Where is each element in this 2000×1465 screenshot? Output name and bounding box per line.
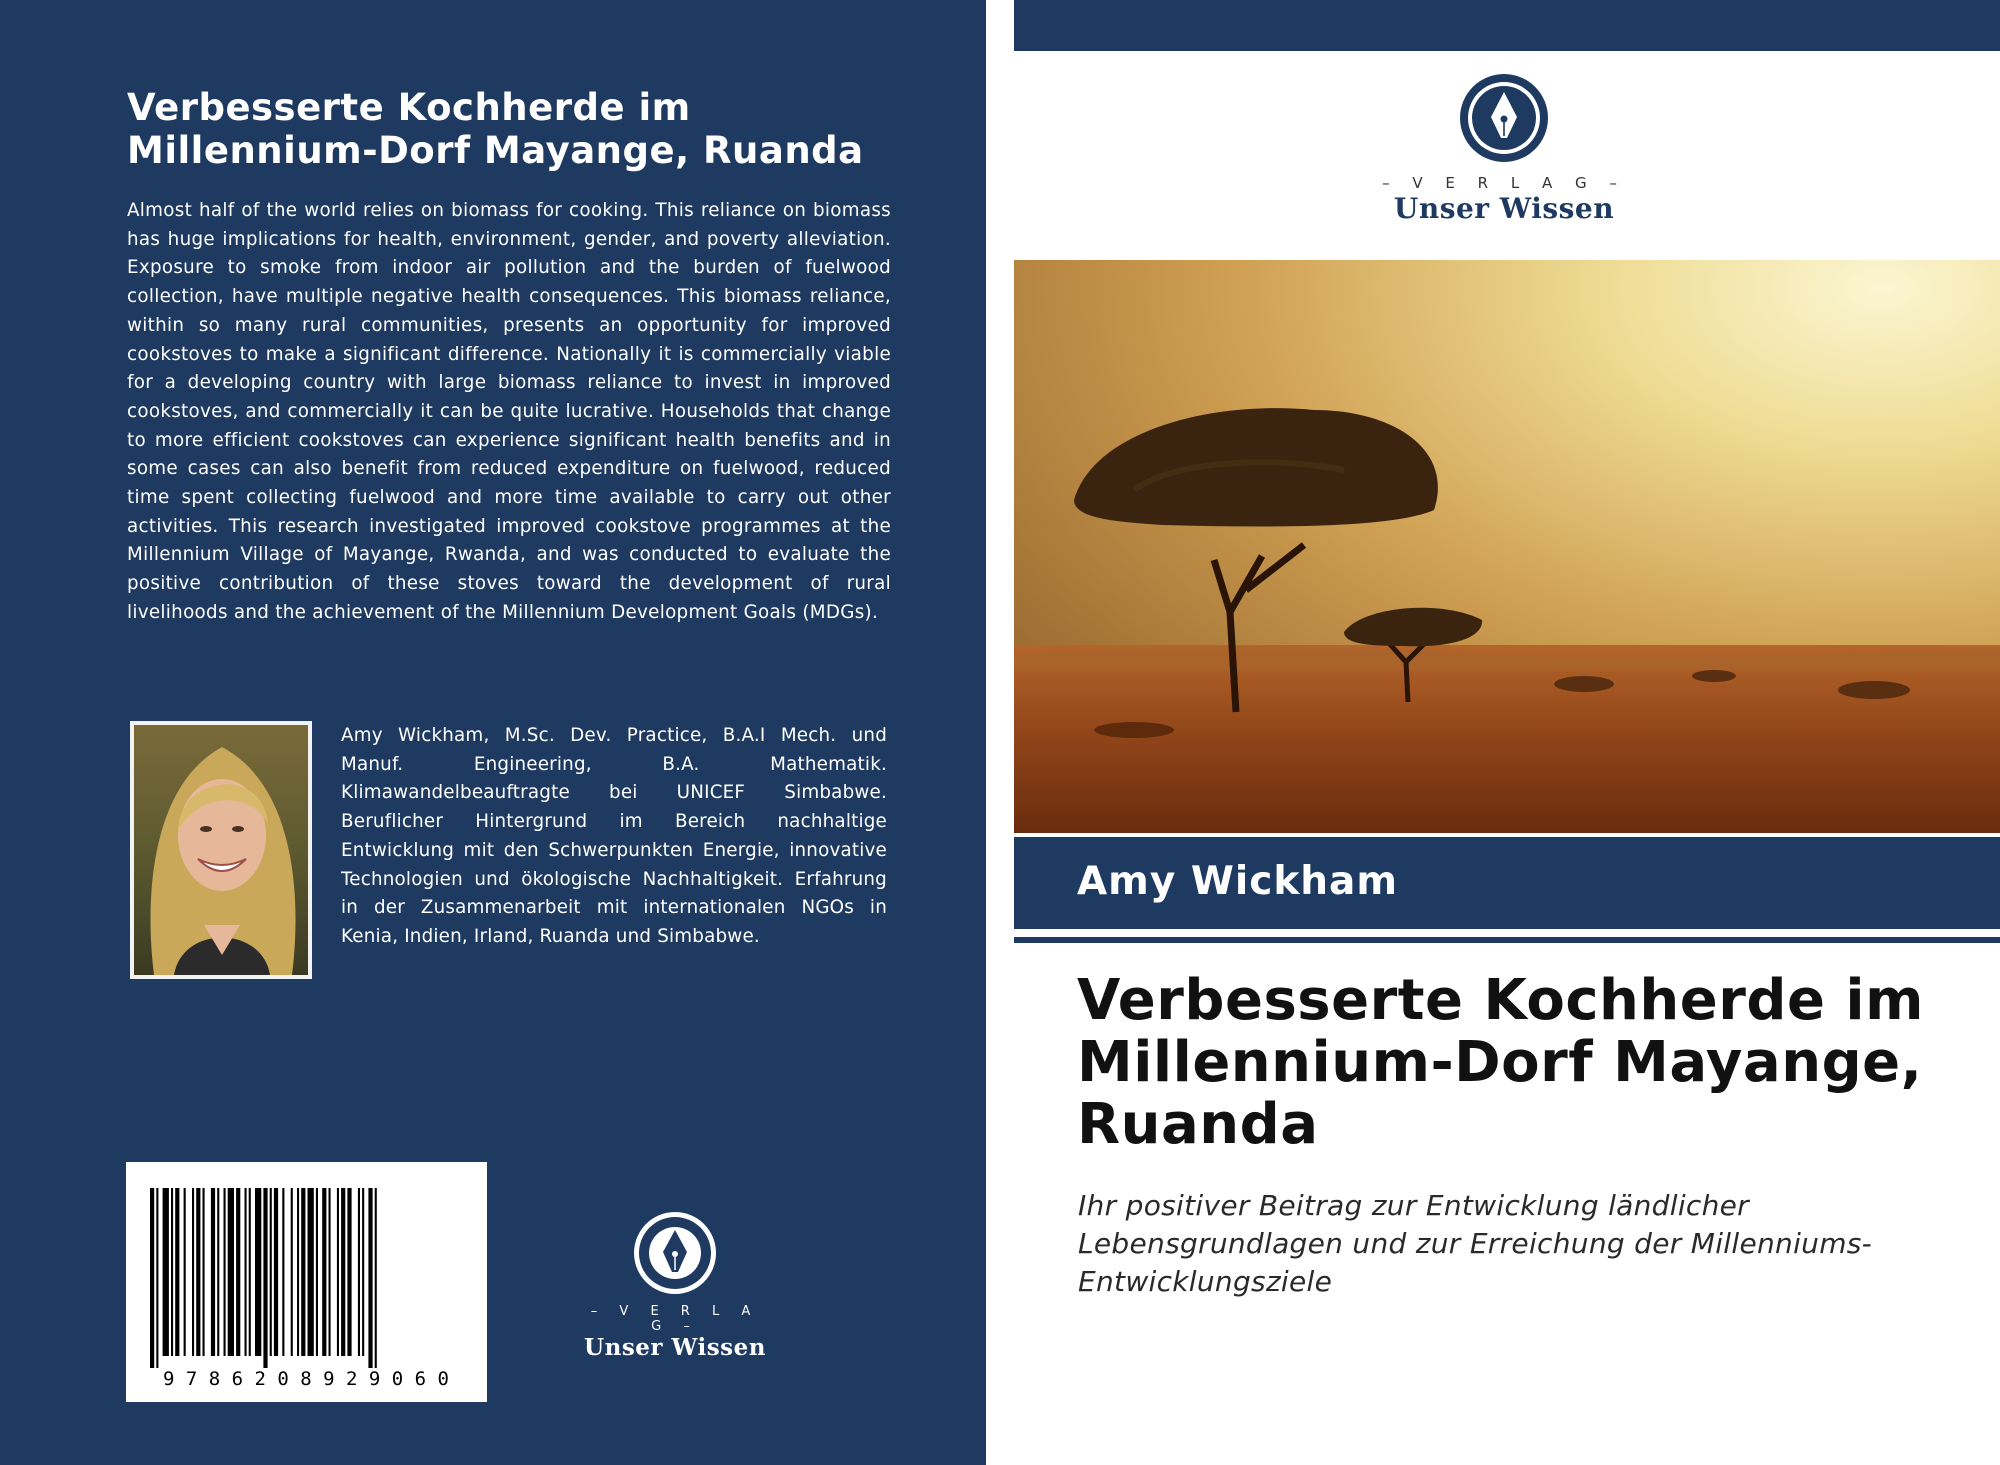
barcode-bar	[274, 1188, 278, 1356]
barcode-bar	[358, 1188, 360, 1356]
front-cover-title: Verbesserte Kochherde im Millennium-Dorf Mayange, Ruanda	[1077, 968, 1924, 1157]
back-cover-blurb: Almost half of the world relies on biomass for cooking. This reliance on biomass has huge implications for health, environment, gender, and poverty alleviation. Exposure to smoke from indoor air pollution and the burden of fuelwood collection, have multiple negative health consequences. This biomass reliance, within so many rural communities, presents an opportunity for improved cookstoves to make a significant difference. Nationally it is commercially viable for a developing country with large biomass reliance to invest in improved cookstoves, and commercially it can be quite lucrative. Households that change to more efficient cookstoves can experience significant health benefits and in some cases can also benefit from reduced expenditure on fuelwood, reduced time spent collecting fuelwood and more time available to carry out other activities. This research investigated improved cookstove programmes at the Millennium Village of Mayange, Rwanda, and was conducted to evaluate the positive contribution of these stoves toward the development of rural livelihoods and the achievement of the Millennium Development Goals (MDGs).	[127, 200, 891, 623]
author-band	[1014, 837, 2000, 929]
savanna-landscape-photo	[1014, 260, 2000, 833]
barcode-bar	[270, 1188, 272, 1356]
front-cover	[1014, 0, 2000, 1465]
author-portrait-icon	[134, 725, 308, 975]
barcode-bar	[301, 1188, 305, 1356]
barcode-bar	[245, 1188, 247, 1356]
front-publisher-logo	[1374, 72, 1634, 232]
barcode-bar	[171, 1188, 173, 1356]
barcode-bar	[368, 1188, 372, 1368]
barcode-bar	[291, 1188, 293, 1356]
barcode-bar	[236, 1188, 240, 1356]
barcode-bar	[203, 1188, 205, 1356]
barcode-bar	[196, 1188, 200, 1356]
barcode-bar	[316, 1188, 318, 1356]
back-logo-verlag: – V E R L A G –	[590, 1304, 760, 1334]
barcode-bar	[163, 1188, 169, 1356]
back-logo-name: Unser Wissen	[584, 1334, 766, 1361]
barcode-bar	[175, 1188, 179, 1356]
barcode-bar	[184, 1188, 186, 1356]
back-cover	[0, 0, 986, 1465]
barcode-bar	[249, 1188, 251, 1356]
barcode-bar	[228, 1188, 234, 1356]
isbn-barcode	[126, 1162, 487, 1402]
fountain-pen-nib-icon	[1458, 72, 1550, 164]
front-cover-subtitle: Ihr positiver Beitrag zur Entwicklung ländlicher Lebensgrundlagen und zur Erreichung der Millenniums-Entwicklungsziele	[1078, 1189, 1873, 1298]
barcode-bar	[347, 1188, 351, 1356]
barcode-bar	[263, 1188, 267, 1368]
barcode-bar	[322, 1188, 326, 1356]
barcode-bar	[297, 1188, 299, 1356]
barcode	[126, 1162, 487, 1402]
barcode-bar	[375, 1188, 377, 1368]
barcode-bar	[156, 1188, 158, 1368]
divider-rule	[1014, 937, 2000, 943]
barcode-bar	[217, 1188, 219, 1356]
barcode-bar	[192, 1188, 194, 1356]
barcode-bar	[211, 1188, 215, 1356]
barcode-bar	[329, 1188, 331, 1356]
front-logo-name: Unser Wissen	[1393, 192, 1615, 225]
author-photo	[130, 721, 312, 979]
author-name: Amy Wickham	[1077, 859, 1398, 904]
isbn-number: 9 7 8 6 2 0 8 9 2 9 0 6 0	[163, 1368, 449, 1390]
barcode-bar	[337, 1188, 339, 1356]
barcode-bar	[150, 1188, 154, 1368]
barcode-bar	[224, 1188, 226, 1356]
barcode-bar	[341, 1188, 345, 1356]
back-publisher-logo	[580, 1210, 770, 1361]
top-band	[1014, 0, 2000, 51]
barcode-bar	[362, 1188, 364, 1356]
author-bio: Amy Wickham, M.Sc. Dev. Practice, B.A.I Mech. und Manuf. Engineering, B.A. Mathematik. Klimawandelbeauftragte bei UNICEF Simbabwe. Beruflicher Hintergrund im Bereich nachhaltige Entwicklung mit den Schwerpunkten Energie, innovative Technologien und ökologische Nachhaltigkeit. Erfahrung in der Zusammenarbeit mit internationalen NGOs in Kenia, Indien, Irland, Ruanda und Simbabwe.	[341, 725, 887, 947]
back-cover-title: Verbesserte Kochherde im Millennium-Dorf Mayange, Ruanda	[127, 86, 864, 172]
front-logo-verlag: – V E R L A G –	[1382, 174, 1626, 192]
barcode-bar	[308, 1188, 314, 1356]
barcode-bar	[282, 1188, 284, 1356]
barcode-bar	[255, 1188, 261, 1356]
fountain-pen-nib-icon	[632, 1210, 718, 1296]
